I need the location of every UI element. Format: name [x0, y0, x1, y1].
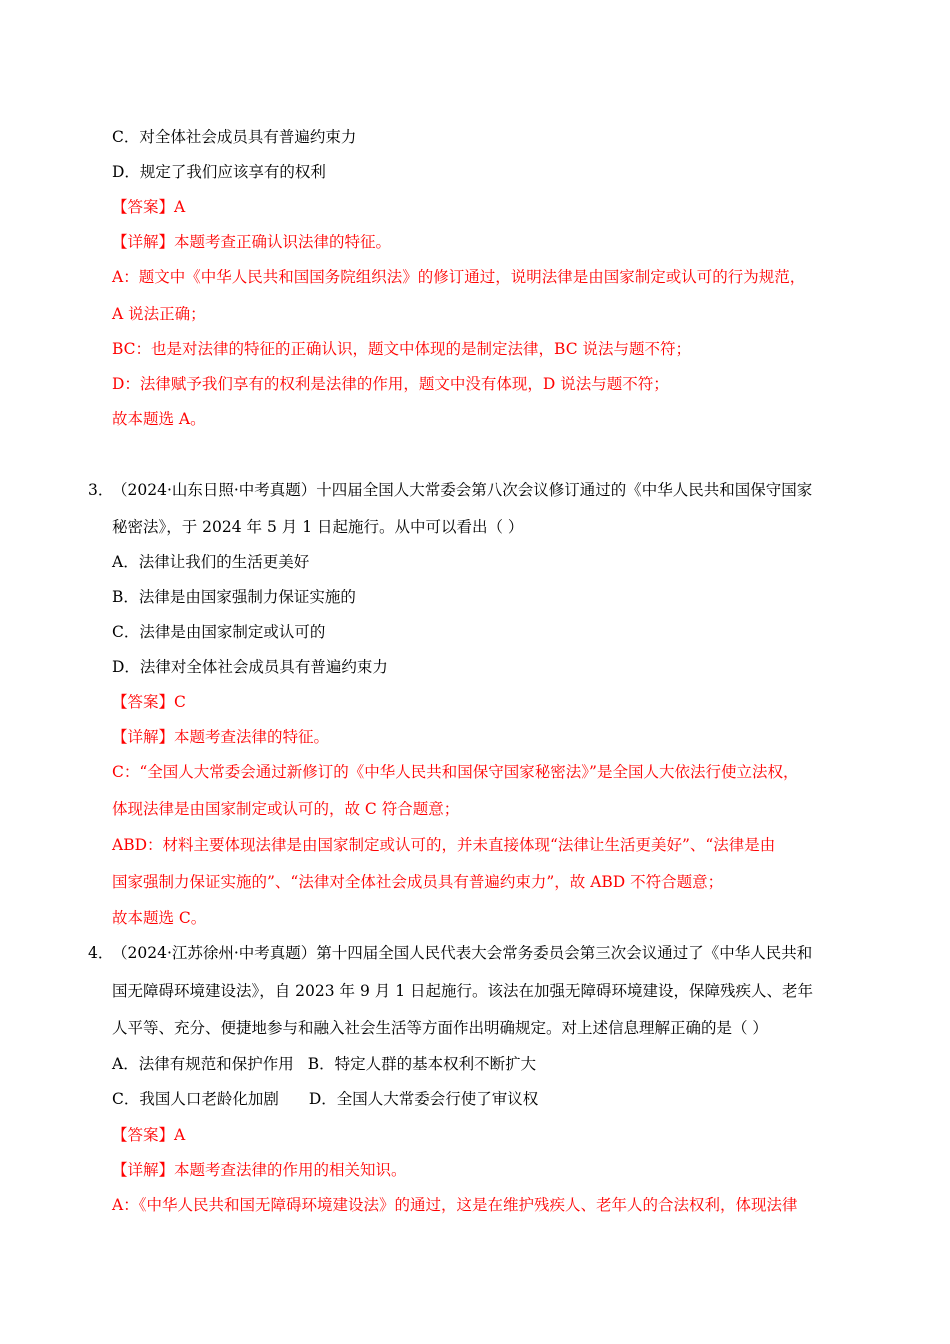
question-3-stem-line1 — [88, 480, 812, 500]
detail-heading: 【详解】本题考查正确认识法律的特征。 — [112, 233, 392, 251]
option-d: D．法律对全体社会成员具有普遍约束力 — [112, 658, 388, 676]
question-stem-text: （2024·山东日照·中考真题）十四届全国人大常委会第八次会议修订通过的《中华人民共和国保守国家 — [112, 481, 813, 499]
explanation-d: D：法律赋予我们享有的权利是法律的作用，题文中没有体现，D 说法与题不符； — [112, 375, 669, 393]
option-c: C．我国人口老龄化加剧 — [112, 1090, 279, 1108]
question-4-stem-line1 — [88, 943, 812, 963]
question-number: 3． — [88, 481, 114, 499]
option-d: D．全国人大常委会行使了审议权 — [308, 1090, 539, 1108]
option-a: A．法律有规范和保护作用 — [112, 1055, 294, 1073]
question-4-stem-line3: 人平等、充分、便捷地参与和融入社会生活等方面作出明确规定。对上述信息理解正确的是（ ） — [112, 1019, 768, 1037]
explanation-a-line1: A：题文中《中华人民共和国国务院组织法》的修订通过，说明法律是由国家制定或认可的行为规范， — [112, 268, 806, 286]
option-d: D．规定了我们应该享有的权利 — [112, 163, 326, 181]
option-c: C．法律是由国家制定或认可的 — [112, 623, 326, 641]
conclusion: 故本题选 C。 — [112, 909, 207, 927]
option-b: B．法律是由国家强制力保证实施的 — [112, 588, 356, 606]
question-stem-text: （2024·江苏徐州·中考真题）第十四届全国人民代表大会常务委员会第三次会议通过了《中华人民共和 — [112, 944, 813, 962]
explanation-abd-line2: 国家强制力保证实施的”、“法律对全体社会成员具有普遍约束力”，故 ABD 不符合题意； — [112, 873, 724, 891]
answer: 【答案】C — [112, 693, 186, 711]
option-a: A．法律让我们的生活更美好 — [112, 553, 310, 571]
option-b: B．特定人群的基本权利不断扩大 — [307, 1055, 537, 1073]
explanation-bc: BC：也是对法律的特征的正确认识，题文中体现的是制定法律，BC 说法与题不符； — [112, 340, 692, 358]
question-number: 4． — [88, 944, 114, 962]
options-ab-row — [112, 1054, 536, 1074]
explanation-a-line1: A：《中华人民共和国无障碍环境建设法》的通过，这是在维护残疾人、老年人的合法权利，体现法律 — [112, 1196, 798, 1214]
explanation-abd-line1: ABD：材料主要体现法律是由国家制定或认可的，并未直接体现“法律让生活更美好”、“法律是由 — [112, 836, 776, 854]
explanation-a-line2: A 说法正确； — [112, 305, 206, 323]
explanation-c-line2: 体现法律是由国家制定或认可的，故 C 符合题意； — [112, 800, 460, 818]
conclusion: 故本题选 A。 — [112, 410, 206, 428]
detail-heading: 【详解】本题考查法律的作用的相关知识。 — [112, 1161, 407, 1179]
option-c: C．对全体社会成员具有普遍约束力 — [112, 128, 357, 146]
question-4-stem-line2: 国无障碍环境建设法》，自 2023 年 9 月 1 日起施行。该法在加强无障碍环境建设，保障残疾人、老年 — [112, 982, 813, 1000]
question-3-stem-line2: 秘密法》，于 2024 年 5 月 1 日起施行。从中可以看出（ ） — [112, 518, 524, 536]
answer: 【答案】A — [112, 198, 186, 216]
detail-heading: 【详解】本题考查法律的特征。 — [112, 728, 330, 746]
explanation-c-line1: C：“全国人大常委会通过新修订的《中华人民共和国保守国家秘密法》”是全国人大依法行使立法权， — [112, 763, 799, 781]
answer: 【答案】A — [112, 1126, 186, 1144]
options-cd-row — [112, 1089, 538, 1109]
